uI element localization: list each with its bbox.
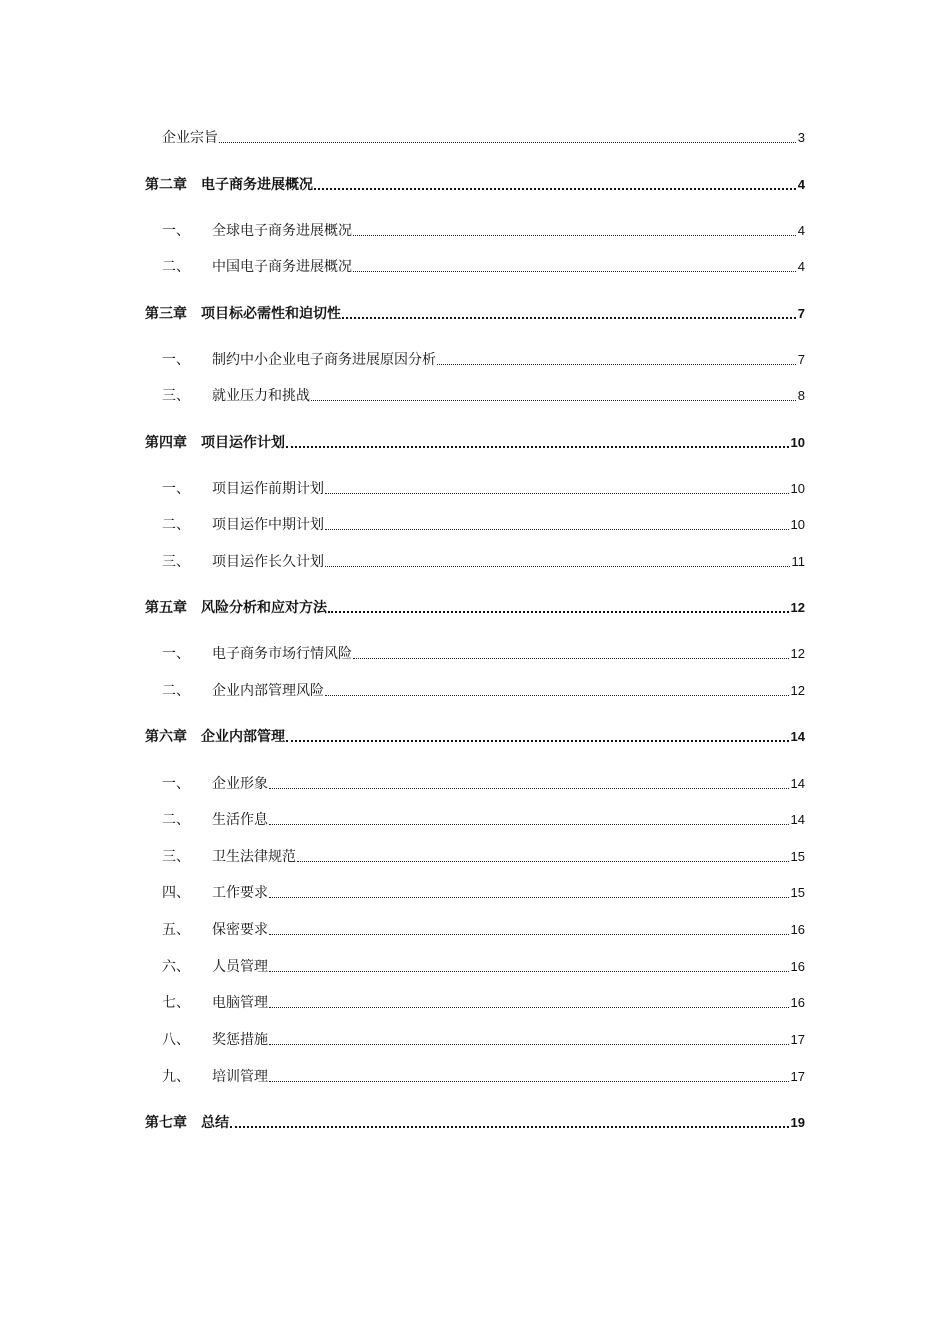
toc-chapter-entry[interactable] <box>0 596 950 618</box>
toc-dot-leader <box>353 235 796 236</box>
toc-entry-number: 二、 <box>162 812 190 828</box>
toc-section-entry[interactable] <box>0 808 950 830</box>
toc-dot-leader <box>269 1007 789 1008</box>
toc-dot-leader <box>353 658 789 659</box>
toc-page-number: 14 <box>790 812 805 827</box>
toc-page-number: 17 <box>790 1069 805 1084</box>
toc-dot-leader <box>269 934 789 935</box>
toc-dot-leader <box>269 1081 789 1082</box>
toc-dot-leader <box>286 740 789 742</box>
toc-entry-title: 全球电子商务进展概况 <box>212 223 352 239</box>
toc-entry-title: 中国电子商务进展概况 <box>212 259 352 275</box>
toc-page-number: 16 <box>790 995 805 1010</box>
toc-page-number: 4 <box>797 177 805 192</box>
toc-section-entry[interactable] <box>0 845 950 867</box>
toc-page-number: 8 <box>797 388 805 403</box>
toc-dot-leader <box>325 529 789 530</box>
toc-dot-leader <box>269 788 789 789</box>
toc-page-number: 4 <box>797 259 805 274</box>
toc-dot-leader <box>269 824 789 825</box>
toc-page-number: 12 <box>790 683 805 698</box>
toc-entry-title: 电子商务进展概况 <box>201 177 313 193</box>
toc-section-entry[interactable] <box>0 679 950 701</box>
toc-entry-title: 工作要求 <box>212 885 268 901</box>
toc-entry-title: 培训管理 <box>212 1069 268 1085</box>
toc-entry-number: 一、 <box>162 352 190 368</box>
toc-chapter-entry[interactable] <box>0 302 950 324</box>
toc-dot-leader <box>269 971 789 972</box>
toc-page-number: 15 <box>790 885 805 900</box>
toc-entry-title: 电脑管理 <box>212 995 268 1011</box>
toc-entry-number: 一、 <box>162 646 190 662</box>
toc-dot-leader <box>325 695 789 696</box>
toc-entry-number: 第三章 <box>145 306 187 322</box>
toc-dot-leader <box>325 566 790 567</box>
toc-entry-title: 项目标必需性和迫切性 <box>201 306 341 322</box>
toc-entry[interactable] <box>0 126 950 148</box>
toc-page-number: 19 <box>790 1115 805 1130</box>
toc-chapter-entry[interactable] <box>0 431 950 453</box>
toc-entry-title: 风险分析和应对方法 <box>201 600 327 616</box>
toc-dot-leader <box>342 317 796 319</box>
toc-section-entry[interactable] <box>0 772 950 794</box>
toc-entry-title: 企业内部管理 <box>201 729 285 745</box>
toc-entry-title: 总结 <box>201 1115 229 1131</box>
toc-entry-title: 企业宗旨 <box>162 130 218 146</box>
toc-dot-leader <box>311 400 796 401</box>
toc-section-entry[interactable] <box>0 642 950 664</box>
toc-entry-number: 第四章 <box>145 435 187 451</box>
toc-chapter-entry[interactable] <box>0 173 950 195</box>
toc-entry-title: 企业内部管理风险 <box>212 683 324 699</box>
toc-entry-title: 企业形象 <box>212 776 268 792</box>
toc-entry-number: 第六章 <box>145 729 187 745</box>
toc-page-number: 12 <box>790 600 805 615</box>
toc-dot-leader <box>269 897 789 898</box>
toc-entry-title: 项目运作计划 <box>201 435 285 451</box>
toc-dot-leader <box>353 271 796 272</box>
toc-page-number: 14 <box>790 776 805 791</box>
toc-section-entry[interactable] <box>0 477 950 499</box>
toc-entry-title: 项目运作前期计划 <box>212 481 324 497</box>
toc-entry-number: 第七章 <box>145 1115 187 1131</box>
toc-entry-title: 保密要求 <box>212 922 268 938</box>
toc-chapter-entry[interactable] <box>0 1111 950 1133</box>
toc-entry-number: 第五章 <box>145 600 187 616</box>
toc-dot-leader <box>314 188 796 190</box>
toc-entry-number: 第二章 <box>145 177 187 193</box>
toc-page-number: 16 <box>790 922 805 937</box>
toc-page-number: 7 <box>797 306 805 321</box>
toc-entry-number: 八、 <box>162 1032 190 1048</box>
toc-page-number: 16 <box>790 959 805 974</box>
toc-section-entry[interactable] <box>0 918 950 940</box>
toc-entry-number: 一、 <box>162 481 190 497</box>
toc-entry-number: 三、 <box>162 849 190 865</box>
toc-dot-leader <box>286 446 789 448</box>
toc-page-number: 17 <box>790 1032 805 1047</box>
toc-entry-number: 二、 <box>162 683 190 699</box>
toc-entry-number: 九、 <box>162 1069 190 1085</box>
toc-chapter-entry[interactable] <box>0 725 950 747</box>
toc-page-number: 10 <box>790 435 805 450</box>
toc-section-entry[interactable] <box>0 1065 950 1087</box>
toc-entry-number: 二、 <box>162 517 190 533</box>
toc-page-number: 11 <box>791 554 805 569</box>
toc-section-entry[interactable] <box>0 991 950 1013</box>
toc-entry-number: 五、 <box>162 922 190 938</box>
toc-section-entry[interactable] <box>0 1028 950 1050</box>
toc-entry-number: 七、 <box>162 995 190 1011</box>
toc-entry-number: 三、 <box>162 554 190 570</box>
toc-dot-leader <box>297 861 789 862</box>
toc-section-entry[interactable] <box>0 955 950 977</box>
toc-page-number: 10 <box>790 481 805 496</box>
toc-section-entry[interactable] <box>0 255 950 277</box>
toc-entry-title: 制约中小企业电子商务进展原因分析 <box>212 352 436 368</box>
toc-entry-number: 二、 <box>162 259 190 275</box>
toc-section-entry[interactable] <box>0 550 950 572</box>
toc-entry-number: 四、 <box>162 885 190 901</box>
toc-page-number: 3 <box>797 130 805 145</box>
toc-entry-number: 三、 <box>162 388 190 404</box>
toc-dot-leader <box>437 364 796 365</box>
toc-dot-leader <box>328 611 789 613</box>
toc-dot-leader <box>230 1126 789 1128</box>
toc-section-entry[interactable] <box>0 881 950 903</box>
toc-entry-number: 一、 <box>162 223 190 239</box>
toc-section-entry[interactable] <box>0 219 950 241</box>
toc-entry-title: 电子商务市场行情风险 <box>212 646 352 662</box>
toc-entry-title: 项目运作长久计划 <box>212 554 324 570</box>
toc-page-number: 12 <box>790 646 805 661</box>
toc-entry-number: 六、 <box>162 959 190 975</box>
toc-page-number: 10 <box>790 517 805 532</box>
toc-dot-leader <box>325 493 789 494</box>
toc-dot-leader <box>269 1044 789 1045</box>
toc-entry-number: 一、 <box>162 776 190 792</box>
toc-page-number: 4 <box>797 223 805 238</box>
toc-dot-leader <box>219 142 796 143</box>
toc-page-number: 15 <box>790 849 805 864</box>
toc-entry-title: 生活作息 <box>212 812 268 828</box>
toc-entry-title: 项目运作中期计划 <box>212 517 324 533</box>
toc-page-number: 14 <box>790 729 805 744</box>
toc-section-entry[interactable] <box>0 513 950 535</box>
toc-section-entry[interactable] <box>0 348 950 370</box>
toc-entry-title: 奖惩措施 <box>212 1032 268 1048</box>
toc-entry-title: 就业压力和挑战 <box>212 388 310 404</box>
toc-section-entry[interactable] <box>0 384 950 406</box>
toc-entry-title: 人员管理 <box>212 959 268 975</box>
toc-entry-title: 卫生法律规范 <box>212 849 296 865</box>
toc-page-number: 7 <box>797 352 805 367</box>
